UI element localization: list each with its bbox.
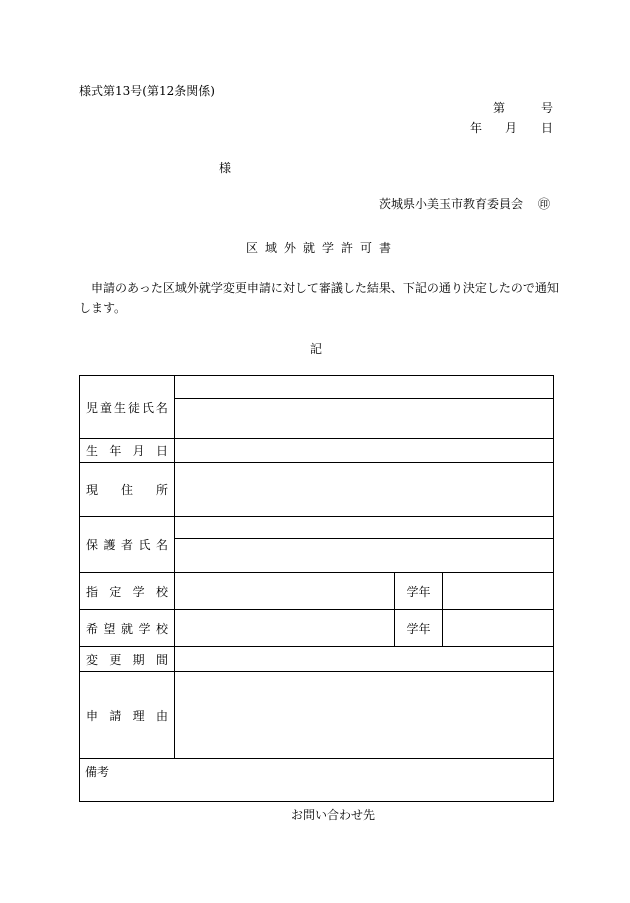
note-heading: 記 xyxy=(310,342,323,356)
designated-school-cell[interactable] xyxy=(175,573,395,610)
student-name-cell[interactable] xyxy=(175,399,554,439)
label-char: 生 xyxy=(113,400,126,415)
desired-grade-cell[interactable] xyxy=(443,610,554,647)
label-char: 徒 xyxy=(127,400,140,415)
label-char: 氏 xyxy=(141,400,154,415)
date-month: 月 xyxy=(505,121,518,135)
reason-cell[interactable] xyxy=(175,672,554,759)
reason-label xyxy=(80,672,175,759)
birth-date-label xyxy=(80,439,175,463)
student-name-furigana-cell[interactable] xyxy=(175,376,554,399)
label-char: 申 xyxy=(86,708,99,723)
label-char: 名 xyxy=(155,400,168,415)
label-char: 童 xyxy=(99,400,112,415)
remarks-cell[interactable] xyxy=(80,759,554,802)
designated-school-label xyxy=(80,573,175,610)
label-char: 定 xyxy=(109,584,122,599)
addressee-honorific: 様 xyxy=(219,161,232,175)
label-char: 変 xyxy=(86,652,99,667)
label-char: 理 xyxy=(132,708,145,723)
label-char: 名 xyxy=(155,538,168,552)
label-char: 年 xyxy=(109,444,122,458)
designated-grade-cell[interactable] xyxy=(443,573,554,610)
guardian-name-label xyxy=(80,517,175,573)
seal-mark: ㊞ xyxy=(538,197,551,211)
label-char: 校 xyxy=(155,621,168,636)
date-day: 日 xyxy=(541,121,554,135)
label-char: 氏 xyxy=(138,538,151,552)
body-text-line1: 申請のあった区域外就学変更申請に対して審議した結果、下記の通り決定したので通知 xyxy=(91,281,559,295)
designated-grade-label: 学年 xyxy=(395,573,443,610)
label-char: 保 xyxy=(86,538,99,552)
desired-school-cell[interactable] xyxy=(175,610,395,647)
desired-grade-label: 学年 xyxy=(395,610,443,647)
label-char: 月 xyxy=(132,444,145,458)
label-char: 間 xyxy=(155,652,168,667)
label-char: 護 xyxy=(103,538,116,552)
guardian-name-furigana-cell[interactable] xyxy=(175,517,554,539)
label-char: 学 xyxy=(138,621,151,636)
label-char: 就 xyxy=(120,621,133,636)
label-char: 学 xyxy=(132,584,145,599)
form-number: 様式第13号(第12条関係) xyxy=(79,84,215,98)
label-char: 請 xyxy=(109,708,122,723)
issuer-name: 茨城県小美玉市教育委員会 xyxy=(379,197,524,211)
label-char: 住 xyxy=(120,483,133,497)
contact-info: お問い合わせ先 xyxy=(291,808,376,822)
address-label xyxy=(80,463,175,517)
label-char: 者 xyxy=(120,538,133,552)
label-char: 日 xyxy=(155,444,168,458)
label-char: 生 xyxy=(86,444,99,458)
remarks-label: 備考 xyxy=(85,765,110,779)
address-cell[interactable] xyxy=(175,463,554,517)
label-char: 望 xyxy=(103,621,116,636)
label-char: 期 xyxy=(132,652,145,667)
doc-number-suffix: 号 xyxy=(541,101,554,115)
birth-date-cell[interactable] xyxy=(175,439,554,463)
date-year: 年 xyxy=(470,121,483,135)
guardian-name-cell[interactable] xyxy=(175,539,554,573)
label-char: 所 xyxy=(155,483,168,497)
label-char: 由 xyxy=(155,708,168,723)
doc-number-label: 第 xyxy=(493,101,506,115)
label-char: 指 xyxy=(86,584,99,599)
student-name-label xyxy=(80,376,175,439)
change-period-label xyxy=(80,647,175,672)
label-char: 更 xyxy=(109,652,122,667)
label-char: 児 xyxy=(86,400,99,415)
label-char: 希 xyxy=(86,621,99,636)
body-text-line2: します。 xyxy=(79,301,127,315)
label-char: 校 xyxy=(155,584,168,599)
change-period-cell[interactable] xyxy=(175,647,554,672)
label-char: 現 xyxy=(86,483,99,497)
desired-school-label xyxy=(80,610,175,647)
document-title: 区域外就学許可書 xyxy=(246,241,399,255)
application-table xyxy=(79,375,554,802)
